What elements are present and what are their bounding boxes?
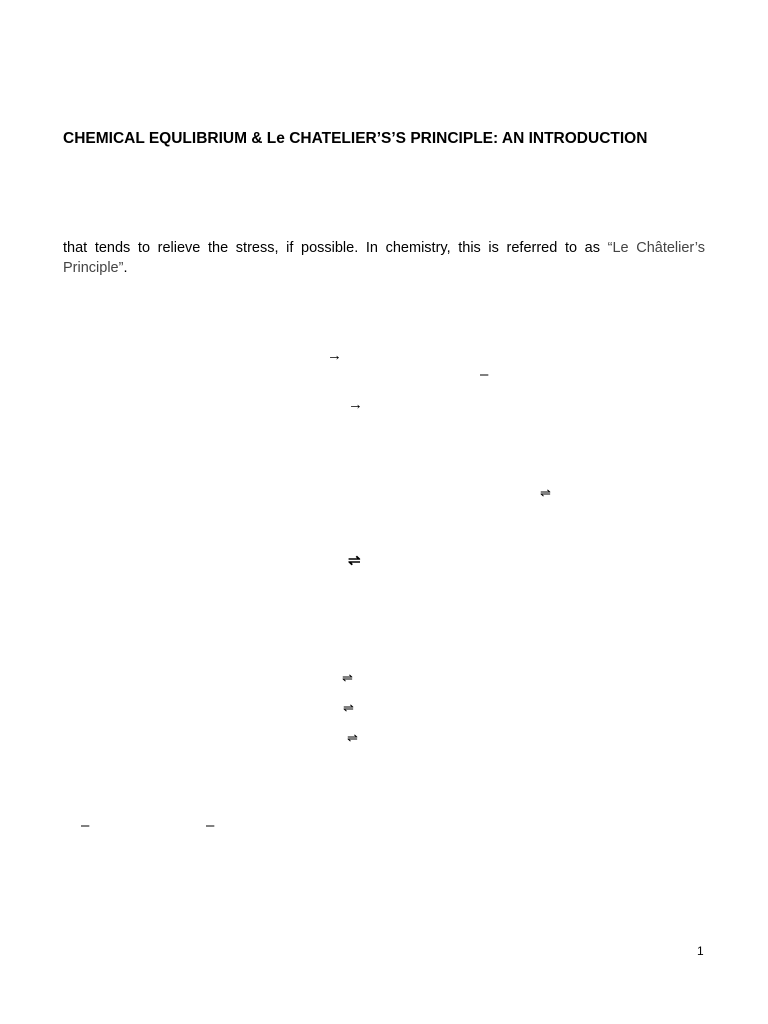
minus-sign-symbol: – [480,366,489,383]
equilibrium-arrow-symbol: ⇌ [540,485,551,500]
minus-sign-symbol: – [206,817,215,834]
reaction-arrow-symbol: → [327,347,342,364]
paragraph-end: . [123,260,128,276]
equilibrium-arrow-symbol: ⇌ [348,552,361,569]
equilibrium-arrow-symbol: ⇌ [343,700,354,715]
minus-sign-symbol: – [81,817,90,834]
reaction-arrow-symbol: → [348,396,363,413]
body-paragraph [63,238,705,278]
equilibrium-arrow-symbol: ⇌ [347,730,358,745]
paragraph-text: that tends to relieve the stress, if possible. In chemistry, this is referred to as [63,240,608,256]
page-number: 1 [697,944,704,958]
equilibrium-arrow-symbol: ⇌ [342,670,353,685]
document-title: CHEMICAL EQULIBRIUM & Le CHATELIER’S’S PRINCIPLE: AN INTRODUCTION [63,130,648,147]
paragraph-quote: “Le Châtelier’s Principle” [63,240,705,276]
